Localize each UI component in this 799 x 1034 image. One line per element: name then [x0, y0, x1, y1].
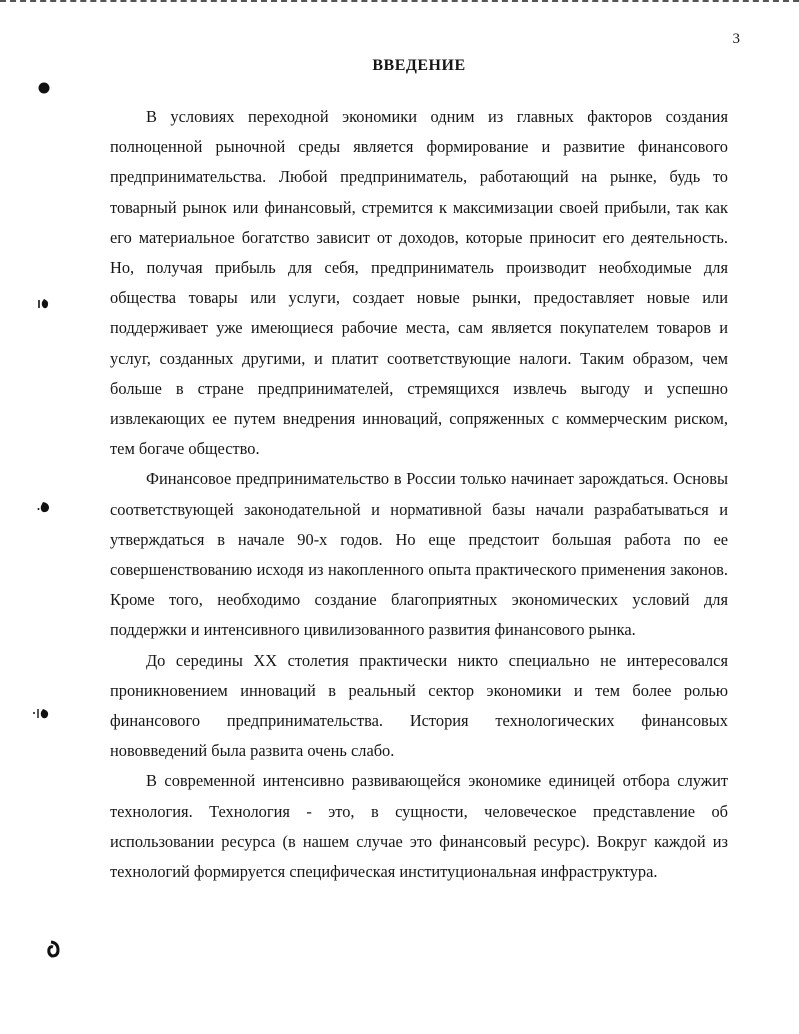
- page-title: ВВЕДЕНИЕ: [372, 57, 466, 74]
- punch-hole-mark-icon: [36, 80, 52, 96]
- punch-hole-mark-icon: [36, 499, 52, 515]
- document-body: [110, 102, 728, 887]
- paragraph-1: В условиях переходной экономики одним из главных факторов создания полноценной рыночной среды является формирование и развитие финансового предпринимательства. Любой предприниматель, работающий на рынке, будь то товарный рынок или финансовый, стремится к максимизации своей прибыли, так как его материальное богатство зависит от доходов, которые приносит его деятельность. Но, получая прибыль для себя, предприниматель производит необходимые для общества товары или услуги, создает новые рынки, предоставляет новые или поддерживает уже имеющиеся рабочие места, сам является покупателем товаров и услуг, созданных другими, и платит соответствующие налоги. Таким образом, чем больше в стране предпринимателей, стремящихся извлечь выгоду и успешно извлекающих ее путем внедрения инноваций, сопряженных с коммерческим риском, тем богаче общество.: [110, 107, 728, 459]
- page-number: 3: [732, 31, 740, 47]
- paragraph-3: До середины XX столетия практически никто специально не интересовался проникновением инноваций в реальный сектор экономики и тем более ролью финансового предпринимательства. История технологических финансовых нововведений была развита очень слабо.: [110, 650, 728, 761]
- punch-hole-mark-icon: [46, 940, 62, 956]
- scan-top-edge: [0, 0, 799, 2]
- paragraph-4: В современной интенсивно развивающейся экономике единицей отбора служит технология. Технология - это, в сущности, человеческое представление об использовании ресурса (в нашем случае это финансовый ресурс). Вокруг каждой из технологий формируется специфическая институциональная инфраструктура.: [110, 771, 728, 882]
- punch-hole-mark-icon: [36, 296, 52, 312]
- paragraph-2: Финансовое предпринимательство в России только начинает зарождаться. Основы соответствующей законодательной и нормативной базы начали разрабатываться и утверждаться в начале 90-х годов. Но еще предстоит большая работа по ее совершенствованию исходя из накопленного опыта практического применения законов. Кроме того, необходимо создание благоприятных экономических условий для поддержки и интенсивного цивилизованного развития финансового рынка.: [110, 469, 728, 640]
- punch-hole-mark-icon: [32, 706, 48, 722]
